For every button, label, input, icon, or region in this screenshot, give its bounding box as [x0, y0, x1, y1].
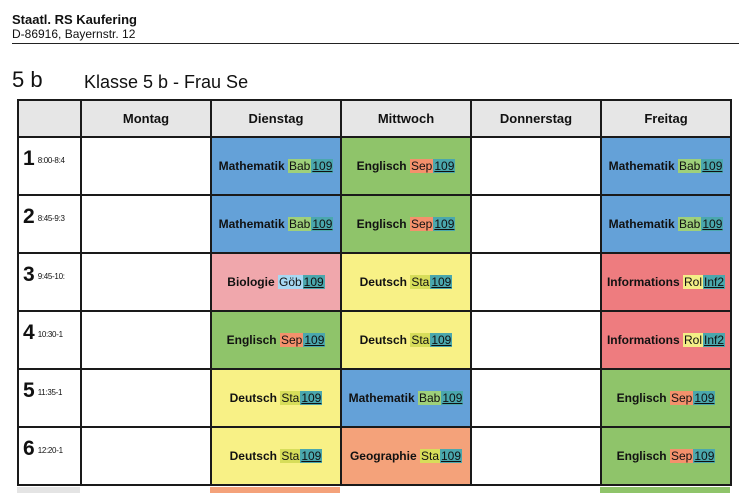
day-header-freitag: Freitag	[601, 100, 731, 137]
subject-label: Englisch	[356, 159, 407, 173]
room-link[interactable]: 109	[694, 391, 715, 405]
subject-label: Informations	[606, 275, 680, 289]
period-header	[18, 427, 81, 485]
subject-label: Mathematik	[218, 159, 285, 173]
teacher-label: Sep	[670, 391, 693, 405]
room-link[interactable]: 109	[694, 449, 715, 463]
class-code: 5 b	[12, 67, 43, 92]
empty-lesson-cell	[81, 253, 211, 311]
day-header-row	[18, 100, 731, 137]
lesson-entry	[350, 449, 462, 463]
corner-cell	[18, 100, 81, 137]
period-time: 9:45-10:	[37, 272, 65, 281]
subject-label: Englisch	[356, 217, 407, 231]
lesson-entry	[609, 159, 724, 173]
empty-lesson-cell	[81, 427, 211, 485]
empty-lesson-cell	[81, 195, 211, 253]
period-row	[18, 137, 731, 195]
subject-label: Deutsch	[359, 275, 407, 289]
teacher-label: Rol	[683, 275, 702, 289]
period-time: 8:00-8:4	[37, 156, 65, 165]
lesson-cell	[341, 427, 471, 485]
teacher-label: Göb	[278, 275, 302, 289]
period-row	[18, 369, 731, 427]
lesson-cell	[211, 427, 341, 485]
lesson-entry	[219, 159, 334, 173]
subject-label: Informations	[606, 333, 680, 347]
room-link[interactable]: Inf2	[704, 333, 725, 347]
lesson-cell	[341, 369, 471, 427]
period-header	[18, 311, 81, 369]
teacher-label: Sta	[411, 333, 430, 347]
lesson-cell	[211, 253, 341, 311]
room-link[interactable]: 109	[702, 217, 723, 231]
room-link[interactable]: 109	[312, 159, 333, 173]
period-time: 8:45-9:3	[37, 214, 65, 223]
lesson-cell	[601, 195, 731, 253]
period-header	[18, 253, 81, 311]
teacher-label: Sep	[410, 217, 433, 231]
empty-lesson-cell	[81, 369, 211, 427]
lesson-entry	[607, 275, 725, 289]
lesson-cell	[341, 253, 471, 311]
lesson-entry	[219, 217, 334, 231]
subject-label: Mathematik	[348, 391, 415, 405]
lesson-entry	[360, 333, 453, 347]
school-name: Staatl. RS Kaufering	[12, 12, 137, 27]
lesson-entry	[357, 159, 456, 173]
room-link[interactable]: 109	[434, 159, 455, 173]
teacher-label: Sep	[280, 333, 303, 347]
subject-label: Englisch	[616, 391, 667, 405]
teacher-label: Bab	[288, 159, 311, 173]
lesson-entry	[227, 275, 324, 289]
period-header	[18, 195, 81, 253]
subject-label: Deutsch	[229, 391, 277, 405]
period-row	[18, 195, 731, 253]
period-time: 12:20-1	[37, 446, 63, 455]
teacher-label: Bab	[678, 217, 701, 231]
empty-lesson-cell	[471, 311, 601, 369]
subject-label: Mathematik	[608, 217, 675, 231]
school-address: D-86916, Bayernstr. 12	[12, 27, 136, 41]
empty-lesson-cell	[471, 369, 601, 427]
teacher-label: Bab	[418, 391, 441, 405]
lesson-cell	[601, 427, 731, 485]
teacher-label: Bab	[678, 159, 701, 173]
subject-label: Geographie	[349, 449, 417, 463]
period-number: 3	[23, 263, 35, 286]
teacher-label: Bab	[288, 217, 311, 231]
subject-label: Deutsch	[229, 449, 277, 463]
teacher-label: Sep	[410, 159, 433, 173]
subject-label: Mathematik	[218, 217, 285, 231]
empty-lesson-cell	[471, 195, 601, 253]
period-header	[18, 369, 81, 427]
period-time: 10:30-1	[37, 330, 63, 339]
period-number: 5	[23, 379, 35, 402]
day-header-mittwoch: Mittwoch	[341, 100, 471, 137]
room-link[interactable]: 109	[301, 391, 322, 405]
period-row	[18, 253, 731, 311]
room-link[interactable]: 109	[301, 449, 322, 463]
lesson-cell	[601, 369, 731, 427]
teacher-label: Sta	[420, 449, 439, 463]
empty-lesson-cell	[471, 427, 601, 485]
timetable	[17, 99, 732, 486]
empty-lesson-cell	[81, 137, 211, 195]
period-number: 2	[23, 205, 35, 228]
lesson-entry	[607, 333, 725, 347]
period-header	[18, 137, 81, 195]
teacher-label: Rol	[683, 333, 702, 347]
period-time: 11:35-1	[37, 388, 63, 397]
lesson-entry	[357, 217, 456, 231]
lesson-entry	[227, 333, 326, 347]
period-number: 6	[23, 437, 35, 460]
lesson-cell	[211, 195, 341, 253]
room-link[interactable]: 109	[441, 449, 462, 463]
class-title: Klasse 5 b - Frau Se	[84, 72, 249, 92]
subject-label: Englisch	[226, 333, 277, 347]
next-row-edge	[17, 487, 730, 493]
subject-label: Englisch	[616, 449, 667, 463]
room-link[interactable]: 109	[431, 333, 452, 347]
lesson-cell	[211, 369, 341, 427]
day-header-donnerstag: Donnerstag	[471, 100, 601, 137]
teacher-label: Sep	[670, 449, 693, 463]
lesson-cell	[601, 311, 731, 369]
period-number: 4	[23, 321, 35, 344]
lesson-entry	[230, 391, 323, 405]
lesson-entry	[349, 391, 464, 405]
day-header-dienstag: Dienstag	[211, 100, 341, 137]
lesson-entry	[617, 449, 716, 463]
subject-label: Mathematik	[608, 159, 675, 173]
teacher-label: Sta	[411, 275, 430, 289]
lesson-cell	[601, 137, 731, 195]
lesson-entry	[230, 449, 323, 463]
empty-lesson-cell	[81, 311, 211, 369]
lesson-entry	[617, 391, 716, 405]
school-header	[12, 12, 137, 41]
lesson-cell	[341, 195, 471, 253]
lesson-cell	[601, 253, 731, 311]
teacher-label: Sta	[281, 391, 300, 405]
room-link[interactable]: 109	[303, 275, 324, 289]
room-link[interactable]: 109	[304, 333, 325, 347]
teacher-label: Sta	[281, 449, 300, 463]
lesson-cell	[211, 137, 341, 195]
room-link[interactable]: Inf2	[704, 275, 725, 289]
room-link[interactable]: 109	[431, 275, 452, 289]
subject-label: Biologie	[227, 275, 275, 289]
period-row	[18, 311, 731, 369]
period-row	[18, 427, 731, 485]
empty-lesson-cell	[471, 253, 601, 311]
lesson-entry	[360, 275, 453, 289]
lesson-cell	[341, 311, 471, 369]
period-number: 1	[23, 147, 35, 170]
lesson-cell	[341, 137, 471, 195]
day-header-montag: Montag	[81, 100, 211, 137]
header-divider	[12, 43, 739, 44]
room-link[interactable]: 109	[702, 159, 723, 173]
lesson-entry	[609, 217, 724, 231]
room-link[interactable]: 109	[442, 391, 463, 405]
empty-lesson-cell	[471, 137, 601, 195]
room-link[interactable]: 109	[434, 217, 455, 231]
room-link[interactable]: 109	[312, 217, 333, 231]
lesson-cell	[211, 311, 341, 369]
timetable-body	[18, 137, 731, 485]
subject-label: Deutsch	[359, 333, 407, 347]
